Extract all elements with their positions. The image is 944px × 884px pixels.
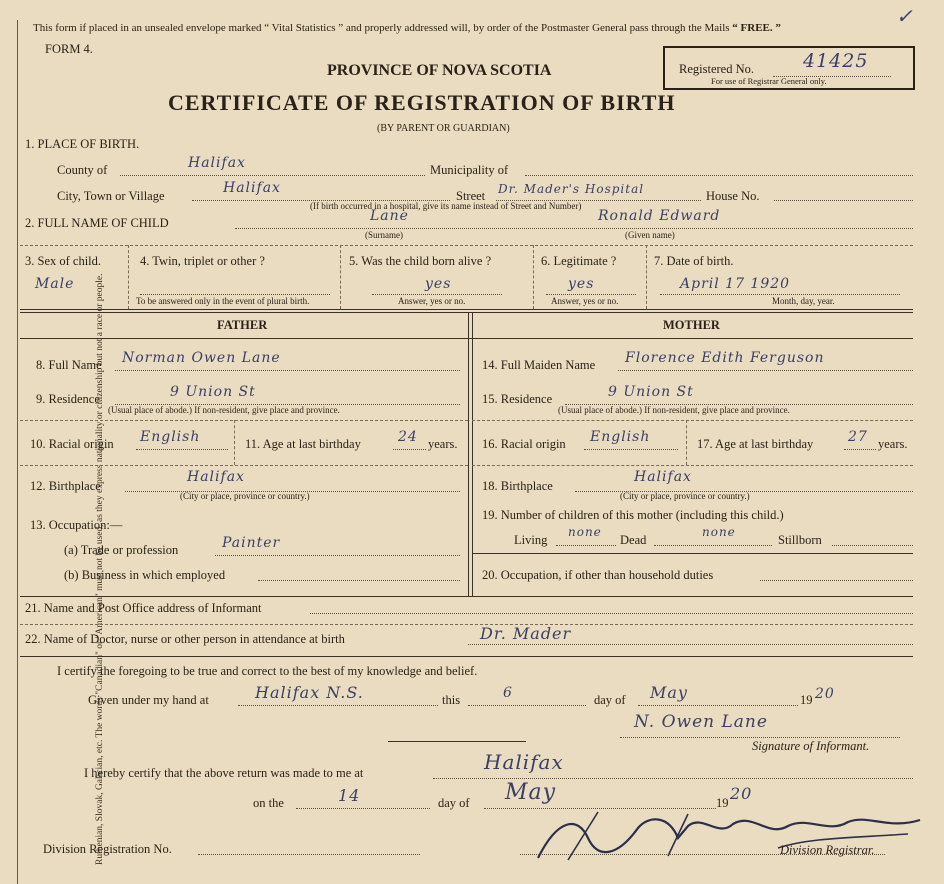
- mother-birthplace-value: Halifax: [634, 469, 692, 485]
- place-heading: 1. PLACE OF BIRTH.: [25, 137, 140, 151]
- father-age-unit: years.: [428, 437, 458, 451]
- check-mark: ✓: [896, 4, 914, 28]
- given-place-value: Halifax N.S.: [255, 683, 364, 702]
- registrar-year-prefix: 19: [716, 796, 729, 810]
- certify-year-value: 20: [815, 686, 835, 702]
- date-value: April 17 1920: [680, 276, 791, 292]
- signature-label: Signature of Informant.: [752, 739, 870, 753]
- father-birthplace-note: (City or place, province or country.): [180, 491, 310, 501]
- certificate-subtitle: (BY PARENT OR GUARDIAN): [377, 123, 510, 134]
- informant-signature: N. Owen Lane: [634, 712, 768, 732]
- mother-age-unit: years.: [878, 437, 908, 451]
- side-note: Ruthenian, Slovak, Galician, etc. The words "Canadian" or "American" must not be used, as they express nationality or citizenship but not a race or people.: [95, 273, 105, 865]
- alive-note: Answer, yes or no.: [398, 296, 466, 306]
- house-label: House No.: [706, 189, 760, 203]
- father-age-value: 24: [398, 429, 418, 445]
- sex-label: 3. Sex of child.: [25, 254, 102, 268]
- trade-label: (a) Trade or profession: [64, 543, 179, 557]
- dead-value: none: [702, 525, 736, 539]
- twin-label: 4. Twin, triplet or other ?: [140, 254, 265, 268]
- this-label: this: [442, 693, 461, 707]
- alive-label: 5. Was the child born alive ?: [349, 254, 492, 268]
- certify-month-value: May: [650, 683, 688, 702]
- informant-address-label: 21. Name and Post Office address of Informant: [25, 601, 262, 615]
- city-value: Halifax: [223, 180, 281, 196]
- certificate-title: CERTIFICATE OF REGISTRATION OF BIRTH: [168, 90, 676, 115]
- city-label: City, Town or Village: [57, 189, 165, 203]
- registered-box: [663, 46, 915, 90]
- form-number: FORM 4.: [45, 42, 93, 56]
- children-count-label: 19. Number of children of this mother (including this child.): [482, 508, 784, 522]
- certify-day-value: 6: [503, 685, 513, 701]
- registrar-day-value: 14: [338, 786, 361, 805]
- father-name-value: Norman Owen Lane: [122, 350, 281, 366]
- business-label: (b) Business in which employed: [64, 568, 226, 582]
- registrar-place-value: Halifax: [484, 750, 564, 774]
- mother-age-label: 17. Age at last birthday: [697, 437, 814, 451]
- mother-racial-label: 16. Racial origin: [482, 437, 566, 451]
- legitimate-note: Answer, yes or no.: [551, 296, 619, 306]
- stillborn-label: Stillborn: [778, 533, 822, 547]
- father-racial-value: English: [140, 429, 201, 445]
- street-label: Street: [456, 189, 486, 203]
- surname-note: (Surname): [365, 230, 403, 240]
- living-value: none: [568, 525, 602, 539]
- mother-name-label: 14. Full Maiden Name: [482, 358, 596, 372]
- registrar-day-of-label: day of: [438, 796, 470, 810]
- mother-age-value: 27: [848, 429, 868, 445]
- father-occupation-label: 13. Occupation:—: [30, 518, 123, 532]
- father-name-label: 8. Full Name: [36, 358, 102, 372]
- mother-residence-note: (Usual place of abode.) If non-resident, give place and province.: [558, 405, 790, 415]
- father-heading: FATHER: [217, 318, 268, 332]
- father-residence-note: (Usual place of abode.) If non-resident, give place and province.: [108, 405, 340, 415]
- registrar-text: I hereby certify that the above return was made to me at: [84, 766, 364, 780]
- sex-value: Male: [35, 276, 75, 292]
- registered-label: Registered No.: [679, 62, 754, 76]
- hospital-note: (If birth occurred in a hospital, give its name instead of Street and Number): [310, 201, 582, 211]
- county-label: County of: [57, 163, 108, 177]
- given-name-note: (Given name): [625, 230, 675, 240]
- municipality-label: Municipality of: [430, 163, 509, 177]
- registrar-month-value: May: [505, 780, 557, 805]
- mother-racial-value: English: [590, 429, 651, 445]
- father-birthplace-label: 12. Birthplace: [30, 479, 101, 493]
- county-value: Halifax: [188, 155, 246, 171]
- alive-value: yes: [425, 276, 452, 292]
- father-birthplace-value: Halifax: [187, 469, 245, 485]
- father-residence-value: 9 Union St: [170, 384, 256, 400]
- legitimate-label: 6. Legitimate ?: [541, 254, 617, 268]
- margin-rule: [17, 20, 18, 884]
- division-registrar-label: Division Registrar.: [780, 843, 875, 857]
- given-under-label: Given under my hand at: [88, 693, 209, 707]
- mother-birthplace-note: (City or place, province or country.): [620, 491, 750, 501]
- child-name-label: 2. FULL NAME OF CHILD: [25, 216, 169, 230]
- child-given-name: Ronald Edward: [598, 208, 721, 224]
- mail-notice: This form if placed in an unsealed envelope marked “ Vital Statistics ” and properly addressed will, by order of the Postmaster General pass through the Mails “ FREE. ”: [33, 22, 781, 34]
- legitimate-value: yes: [568, 276, 595, 292]
- father-residence-label: 9. Residence: [36, 392, 100, 406]
- father-racial-label: 10. Racial origin: [30, 437, 114, 451]
- certify-day-of-label: day of: [594, 693, 626, 707]
- certify-text: I certify the foregoing to be true and correct to the best of my knowledge and belief.: [57, 664, 478, 678]
- province-heading: PROVINCE OF NOVA SCOTIA: [327, 62, 552, 79]
- mother-name-value: Florence Edith Ferguson: [625, 350, 825, 366]
- certify-year-prefix: 19: [800, 693, 813, 707]
- date-note: Month, day, year.: [772, 296, 835, 306]
- on-the-label: on the: [253, 796, 284, 810]
- twin-note: To be answered only in the event of plural birth.: [136, 296, 310, 306]
- registrar-note: For use of Registrar General only.: [711, 76, 827, 86]
- mother-occupation-label: 20. Occupation, if other than household duties: [482, 568, 714, 582]
- registered-number: 41425: [803, 50, 869, 72]
- trade-value: Painter: [222, 535, 281, 551]
- registrar-year-value: 20: [730, 784, 753, 803]
- child-surname: Lane: [370, 208, 409, 224]
- doctor-label: 22. Name of Doctor, nurse or other person in attendance at birth: [25, 632, 345, 646]
- living-label: Living: [514, 533, 548, 547]
- mother-residence-value: 9 Union St: [608, 384, 694, 400]
- street-value: Dr. Mader's Hospital: [498, 182, 645, 196]
- dead-label: Dead: [620, 533, 647, 547]
- date-label: 7. Date of birth.: [654, 254, 734, 268]
- father-age-label: 11. Age at last birthday: [245, 437, 361, 451]
- division-reg-no-label: Division Registration No.: [43, 842, 172, 856]
- mother-birthplace-label: 18. Birthplace: [482, 479, 553, 493]
- mother-residence-label: 15. Residence: [482, 392, 553, 406]
- doctor-value: Dr. Mader: [480, 624, 572, 643]
- mother-heading: MOTHER: [663, 318, 720, 332]
